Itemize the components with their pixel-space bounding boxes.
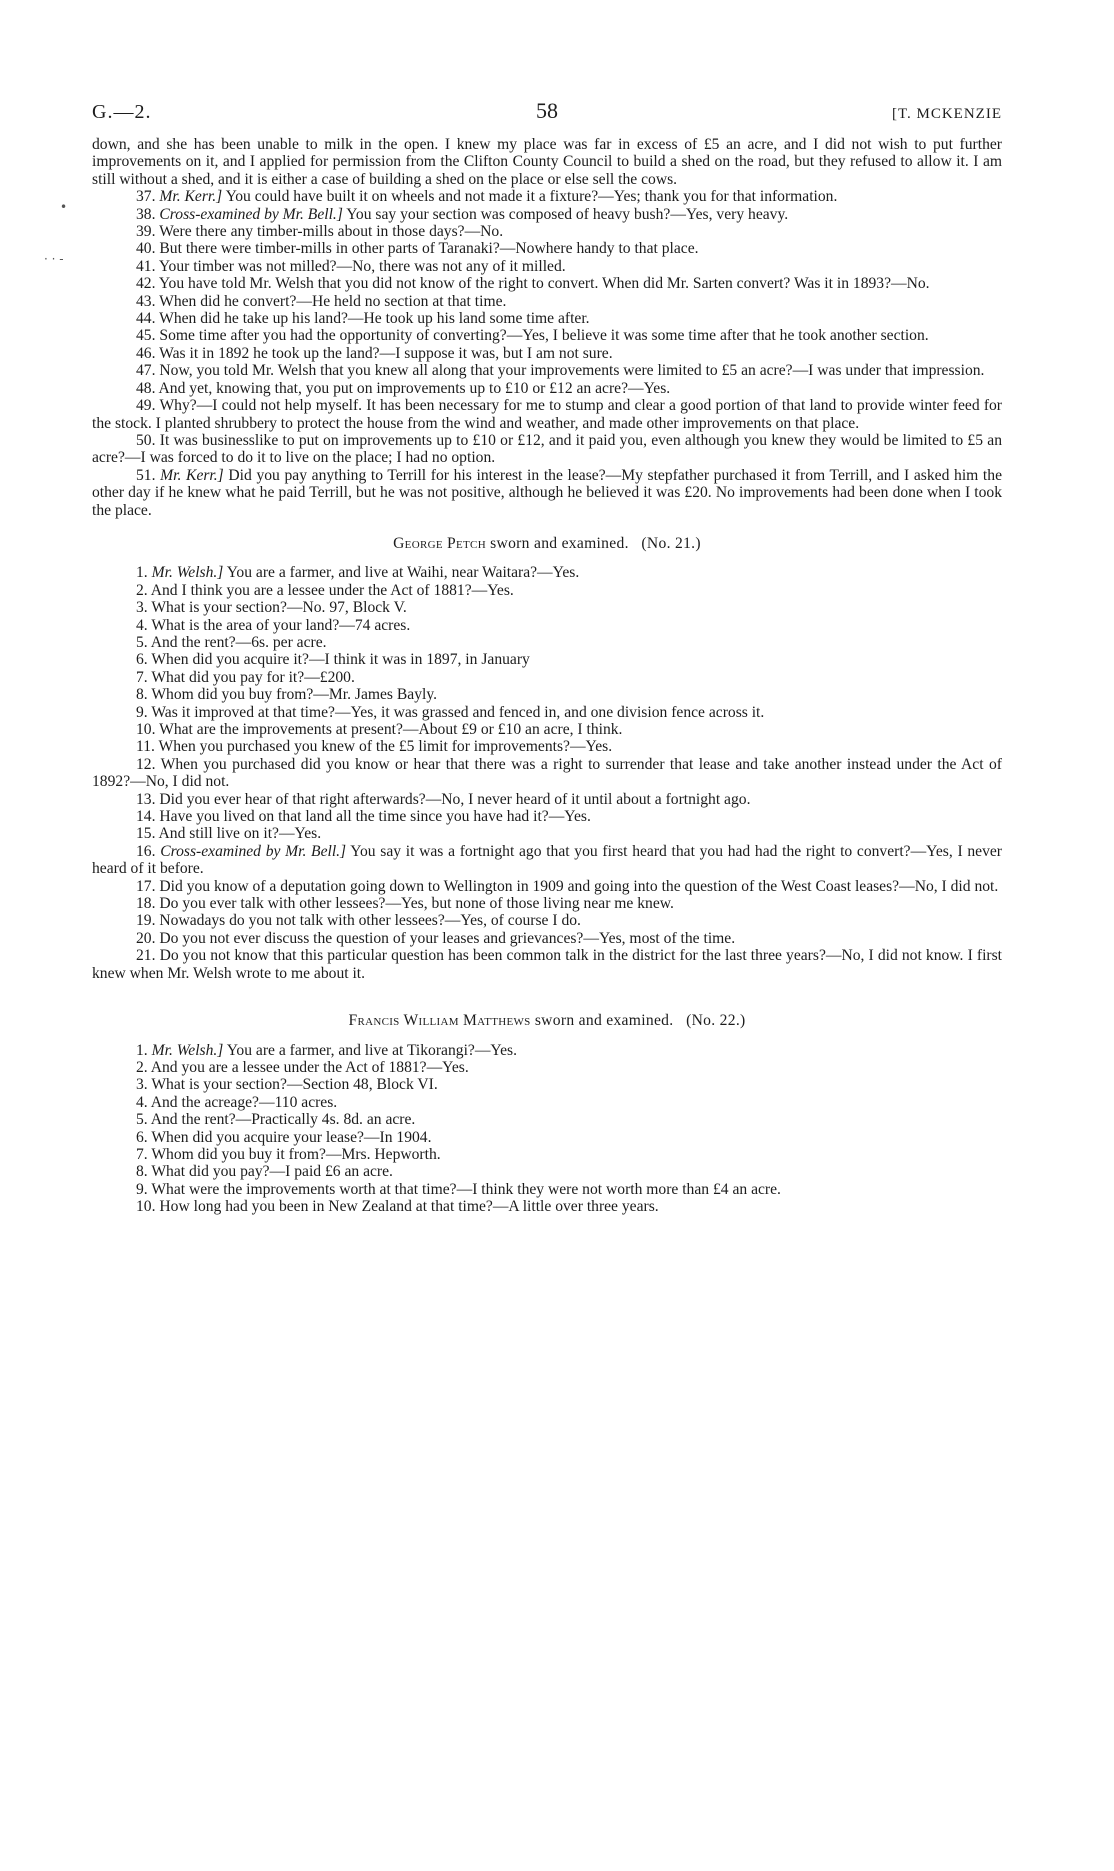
question-number: 11. [136,738,155,756]
question-number: 48. [136,379,156,397]
question-text: You say your section was composed of heavy bush?—Yes, very heavy. [346,205,789,223]
question-answer [92,912,1002,929]
question-answer [92,188,1002,205]
witness-heading [92,1012,1002,1029]
examiner-label: Mr. Welsh.] [151,564,224,582]
question-answer [92,240,1002,257]
question-text: What were the improvements worth at that time?—I think they were not worth more than £4 an acre. [151,1180,781,1198]
question-text: What are the improvements at present?—About £9 or £10 an acre, I think. [159,721,623,738]
question-text: Did you know of a deputation going down to Wellington in 1909 and going into the question of the West Coast leases?—No, I did not. [159,877,999,895]
question-text: What is the area of your land?—74 acres. [151,616,411,634]
question-number: 9. [136,703,148,721]
question-number: 10. [136,721,156,738]
question-answer [92,669,1002,686]
question-answer [92,1076,1002,1093]
question-text: Whom did you buy it from?—Mrs. Hepworth. [151,1145,441,1163]
question-text: Was it in 1892 he took up the land?—I suppose it was, but I am not sure. [159,344,613,362]
question-answer [92,206,1002,223]
witness-heading-text: sworn and examined. [490,534,629,552]
page-header [92,96,1002,136]
question-number: 5. [136,1111,148,1129]
question-text: You say it was a fortnight ago that you first heard that you had had the right to convert?—Yes, I never heard of it before. [92,842,1002,878]
question-answer [92,362,1002,379]
question-number: 7. [136,1145,148,1163]
question-answer [92,843,1002,878]
question-answer [92,651,1002,668]
header-witness-name: [T. MCKENZIE [891,106,1002,122]
examiner-label: Mr. Kerr.] [159,188,223,206]
question-answer [92,704,1002,721]
question-answer [92,223,1002,240]
question-answer [92,721,1002,738]
question-text: When did you acquire your lease?—In 1904. [151,1128,432,1146]
question-answer [92,599,1002,616]
question-answer [92,564,1002,581]
question-answer [92,582,1002,599]
question-answer [92,825,1002,842]
question-text: And the acreage?—110 acres. [150,1093,338,1111]
witness-heading-text: sworn and examined. [534,1012,674,1030]
question-number: 13. [136,790,156,808]
paragraph-text: down, and she has been unable to milk in the open. I knew my place was far in excess of £5 an acre, and I did not wish to put further improvements on it, and I applied for permission from the Clifton County Council to build a shed on the road, but they refused to allow it. I am still without a shed, and it is either a case of building a shed on the place or else sell the cows. [92,136,1002,188]
question-number: 41. [136,257,156,275]
question-text: Some time after you had the opportunity of converting?—Yes, I believe it was some time after that he took another section. [159,327,929,345]
question-text: Do you not ever discuss the question of your leases and grievances?—Yes, most of the time. [159,929,736,947]
question-answer [92,895,1002,912]
question-answer [92,1111,1002,1128]
question-number: 51. [136,466,156,484]
question-text: Have you lived on that land all the time since you have had it?—Yes. [159,808,591,826]
question-answer [92,1146,1002,1163]
question-text: What is your section?—Section 48, Block VI. [151,1076,438,1094]
question-number: 9. [136,1180,148,1198]
question-text: Do you not know that this particular question has been common talk in the district for the last three years?—No, I did not know. I first knew when Mr. Welsh wrote to me about it. [92,947,1003,982]
question-answer [92,310,1002,327]
question-number: 4. [136,1093,148,1111]
question-number: 17. [136,877,156,895]
question-answer [92,1059,1002,1076]
question-text: Did you ever hear of that right afterwards?—No, I never heard of it until about a fortnight ago. [159,790,751,808]
witness-heading [92,535,1002,552]
question-number: 40. [136,240,156,258]
question-answer [92,380,1002,397]
question-text: When did you acquire it?—I think it was in 1897, in January [151,651,530,669]
question-text: But there were timber-mills in other parts of Taranaki?—Nowhere handy to that place. [159,240,699,258]
testimony-section [92,564,1002,982]
question-text: And the rent?—Practically 4s. 8d. an acre. [150,1111,416,1129]
question-number: 16. [136,842,156,860]
question-text: And I think you are a lessee under the Act of 1881?—Yes. [150,581,514,599]
question-text: When you purchased you knew of the £5 limit for improvements?—Yes. [158,738,613,756]
question-text: Now, you told Mr. Welsh that you knew all along that your improvements were limited to £5 an acre?—I was under that impression. [159,362,985,380]
question-text: You are a farmer, and live at Waihi, near Waitara?—Yes. [226,564,580,582]
question-answer [92,1094,1002,1111]
question-answer [92,432,1002,467]
question-answer [92,634,1002,651]
question-text: When did he take up his land?—He took up his land some time after. [159,310,590,328]
question-number: 3. [136,1076,148,1094]
question-text: You have told Mr. Welsh that you did not know of the right to convert. When did Mr. Sarten convert? Was it in 1893?—No. [158,275,930,293]
question-text: When did he convert?—He held no section at that time. [159,292,507,310]
question-text: You could have built it on wheels and not made it a fixture?—Yes; thank you for that information. [225,188,838,206]
question-text: Your timber was not milled?—No, there was not any of it milled. [158,257,566,275]
question-text: Did you pay anything to Terrill for his interest in the lease?—My stepfather purchased it from Terrill, and I asked him the other day if he knew what he paid Terrill, but he was not positive, although he believed it was £20. No improvements had been done when I took the place. [92,466,1002,519]
examiner-label: Cross-examined by Mr. Bell.] [160,842,347,860]
question-answer [92,738,1002,755]
question-number: 50. [136,431,156,449]
question-number: 6. [136,1128,148,1146]
question-text: And still live on it?—Yes. [158,825,322,843]
question-number: 39. [136,223,156,241]
header-paper-number: G.—2. [92,101,152,123]
question-answer [92,397,1002,432]
question-number: 10. [136,1198,156,1216]
margin-mark: · · - [44,252,64,266]
question-number: 38. [136,205,156,223]
question-text: What did you pay?—I paid £6 an acre. [151,1163,393,1181]
question-number: 7. [136,668,148,686]
question-number: 46. [136,344,156,362]
question-number: 37. [136,188,156,206]
question-number: 2. [136,1058,148,1076]
question-number: 5. [136,633,148,651]
examiner-label: Mr. Welsh.] [151,1041,224,1059]
question-answer [92,258,1002,275]
testimony-section [92,1042,1002,1216]
question-number: 21. [136,947,156,965]
question-number: 1. [136,564,148,582]
witness-number: (No. 21.) [641,534,701,552]
question-answer [92,1129,1002,1146]
question-number: 6. [136,651,148,669]
question-answer [92,686,1002,703]
question-answer [92,293,1002,310]
question-number: 14. [136,808,156,826]
question-text: Were there any timber-mills about in those days?—No. [159,223,504,241]
question-text: It was businesslike to put on improvements up to £10 or £12, and it paid you, even although you knew they would be limited to £5 an acre?—I was forced to do it to live on the place; I had no option. [92,431,1002,467]
question-number: 49. [136,397,156,415]
witness-name: Francis William Matthews [348,1012,531,1030]
question-answer [92,808,1002,825]
question-text: And yet, knowing that, you put on improvements up to £10 or £12 an acre?—Yes. [158,379,671,397]
question-answer [92,275,1002,292]
question-answer [92,947,1002,982]
question-number: 43. [136,292,156,310]
question-text: When you purchased did you know or hear that there was a right to surrender that lease and take another instead under the Act of 1892?—No, I did not. [92,755,1002,791]
question-number: 20. [136,929,156,947]
question-answer [92,791,1002,808]
question-text: And you are a lessee under the Act of 1881?—Yes. [150,1058,469,1076]
question-text: Whom did you buy from?—Mr. James Bayly. [151,686,438,704]
question-number: 44. [136,310,156,328]
page-number: 58 [536,98,558,123]
examiner-label: Cross-examined by Mr. Bell.] [159,205,343,223]
question-number: 45. [136,327,156,345]
question-number: 2. [136,581,148,599]
continuation-paragraph [92,136,1002,188]
margin-mark: • [60,200,68,214]
question-text: You are a farmer, and live at Tikorangi?—Yes. [226,1041,517,1059]
question-answer [92,1198,1002,1215]
question-answer [92,878,1002,895]
witness-name: George Petch [393,534,486,552]
witness-number: (No. 22.) [686,1012,746,1030]
question-answer [92,617,1002,634]
question-number: 1. [136,1041,148,1059]
question-text: Why?—I could not help myself. It has been necessary for me to stump and clear a good portion of that land to provide winter feed for the stock. I planted shrubbery to protect the house from the wind and weather, and made other improvements on that place. [92,397,1003,432]
question-text: Do you ever talk with other lessees?—Yes, but none of those living near me knew. [159,895,674,913]
question-answer [92,327,1002,344]
testimony-section [92,188,1002,519]
question-number: 47. [136,362,156,380]
document-page [92,96,1002,1216]
question-text: How long had you been in New Zealand at that time?—A little over three years. [159,1198,659,1216]
question-answer [92,930,1002,947]
question-number: 15. [136,825,156,843]
question-number: 18. [136,895,156,913]
question-number: 4. [136,616,148,634]
question-number: 3. [136,599,148,617]
question-text: And the rent?—6s. per acre. [150,633,327,651]
question-number: 12. [136,755,156,773]
question-number: 42. [136,275,156,293]
question-answer [92,756,1002,791]
question-text: Nowadays do you not talk with other lessees?—Yes, of course I do. [159,912,581,930]
question-text: Was it improved at that time?—Yes, it was grassed and fenced in, and one division fence across it. [151,703,765,721]
question-text: What is your section?—No. 97, Block V. [151,599,407,617]
question-number: 8. [136,686,148,704]
question-answer [92,345,1002,362]
question-answer [92,1042,1002,1059]
question-answer [92,467,1002,519]
question-text: What did you pay for it?—£200. [151,668,355,686]
examiner-label: Mr. Kerr.] [160,466,224,484]
question-number: 19. [136,912,156,930]
question-number: 8. [136,1163,148,1181]
question-answer [92,1163,1002,1180]
question-answer [92,1181,1002,1198]
